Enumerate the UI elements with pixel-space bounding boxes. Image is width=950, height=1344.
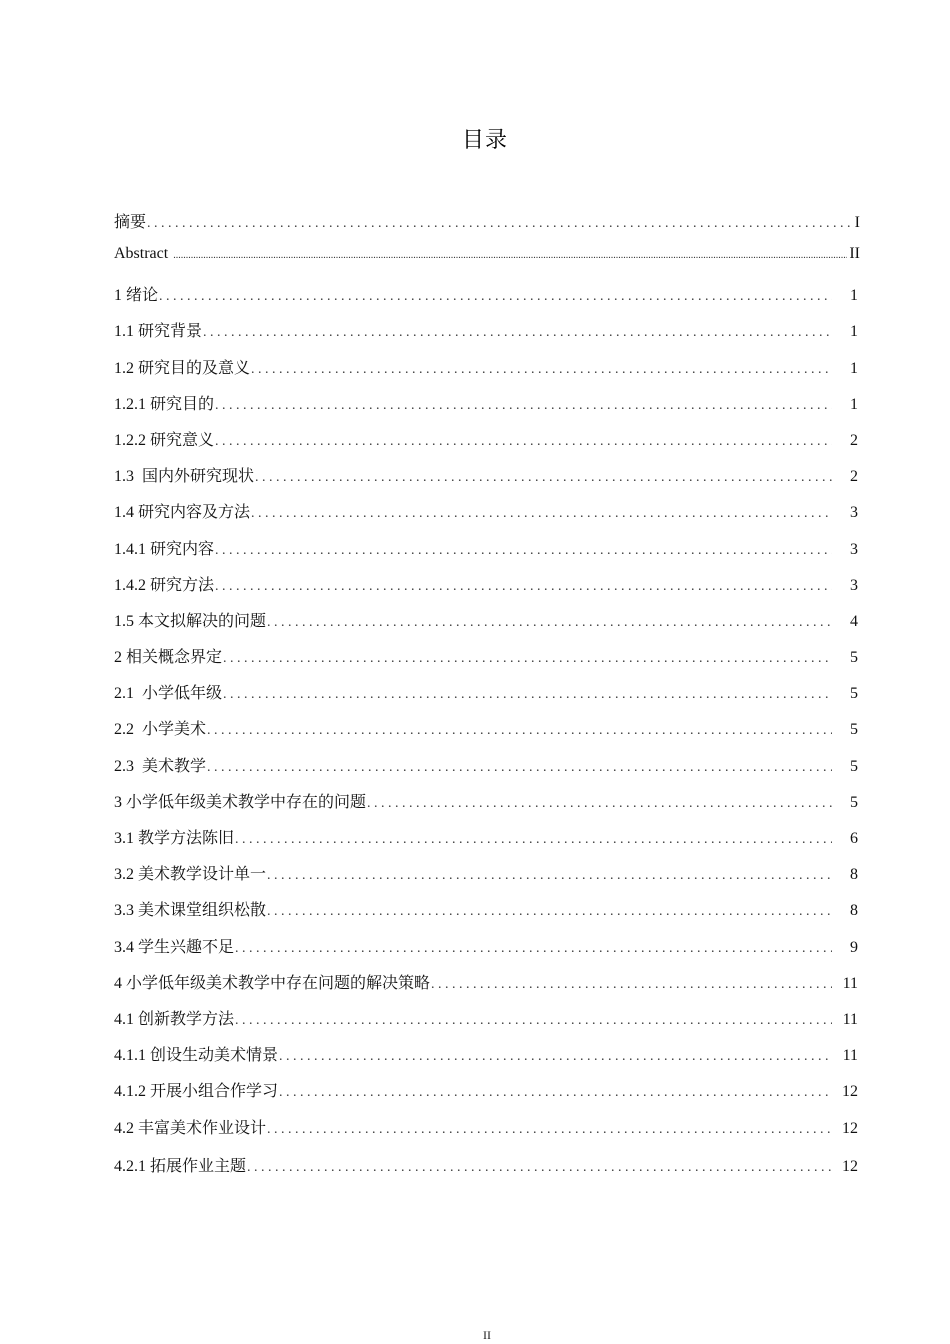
toc-entry-page: 8 — [850, 866, 858, 884]
toc-dot-leader — [247, 1160, 832, 1176]
toc-entry-page: 5 — [850, 685, 858, 703]
toc-entry[interactable] — [114, 427, 860, 463]
toc-entry-page: 3 — [850, 504, 858, 522]
toc-entry[interactable] — [114, 282, 860, 318]
toc-dot-leader — [215, 579, 832, 595]
toc-dot-leader — [203, 325, 832, 341]
toc-dot-leader — [207, 760, 832, 776]
toc-entry[interactable] — [114, 970, 860, 1006]
toc-entry[interactable] — [114, 861, 860, 897]
toc-entry-label: 3.1 教学方法陈旧 — [114, 830, 235, 847]
toc-entry-label: 1.5 本文拟解决的问题 — [114, 612, 267, 630]
toc-entry-label: 2.1 小学低年级 — [114, 685, 223, 703]
toc-dot-leader — [159, 289, 832, 305]
toc-entry-page: I — [854, 214, 860, 231]
toc-entry-label: 1.4.1 研究内容 — [114, 540, 215, 558]
toc-dot-leader — [235, 832, 832, 848]
toc-entry-label: 4.1 创新教学方法 — [114, 1010, 235, 1028]
toc-dot-leader — [251, 506, 832, 522]
toc-entry[interactable] — [114, 1042, 860, 1078]
toc-entry[interactable] — [114, 789, 860, 825]
toc-dot-leader — [215, 398, 832, 414]
toc-entry[interactable] — [114, 245, 860, 282]
toc-entry[interactable] — [114, 355, 860, 391]
toc-entry[interactable] — [114, 644, 860, 680]
toc-entry-label: 1.2 研究目的及意义 — [114, 359, 251, 377]
toc-entry-page: 3 — [850, 576, 858, 594]
toc-entry-page: 12 — [842, 1119, 858, 1137]
toc-entry-page: 1 — [850, 287, 858, 305]
toc-entry[interactable] — [114, 572, 860, 608]
toc-entry-label: 4.1.1 创设生动美术情景 — [114, 1047, 279, 1065]
toc-entry-label: 1 绪论 — [114, 287, 159, 305]
toc-entry-page: 12 — [842, 1157, 858, 1175]
toc-dot-leader — [431, 977, 832, 993]
toc-entry-label: 4.2.1 拓展作业主题 — [114, 1157, 247, 1175]
toc-dot-leader — [207, 723, 832, 739]
toc-dot-leader — [279, 1085, 832, 1101]
toc-entry-page: 1 — [850, 323, 858, 341]
toc-dot-leader — [235, 941, 832, 957]
toc-entry[interactable] — [114, 897, 860, 933]
toc-entry-page: 11 — [842, 974, 858, 992]
toc-dot-leader — [267, 1122, 832, 1138]
toc-dot-leader — [147, 216, 851, 232]
toc-entry[interactable] — [114, 753, 860, 789]
toc-entry-label: 3.2 美术教学设计单一 — [114, 866, 267, 884]
toc-entry[interactable] — [114, 1115, 860, 1151]
toc-entry[interactable] — [114, 318, 860, 354]
toc-entry-page: 1 — [850, 359, 858, 377]
toc-entry-label: 3 小学低年级美术教学中存在的问题 — [114, 793, 367, 811]
toc-entry-label: 3.4 学生兴趣不足 — [114, 938, 235, 956]
toc-dot-leader — [267, 904, 832, 920]
toc-entry-label: 1.3 国内外研究现状 — [114, 468, 255, 486]
toc-dot-leader — [251, 362, 832, 378]
toc-entry[interactable] — [114, 1153, 860, 1189]
toc-entry-label: 1.4 研究内容及方法 — [114, 504, 251, 522]
toc-entry-label: 2 相关概念界定 — [114, 649, 223, 667]
toc-entry[interactable] — [114, 680, 860, 716]
toc-entry-page: 12 — [842, 1083, 858, 1101]
toc-entry[interactable] — [114, 536, 860, 572]
toc-dot-leader — [267, 868, 832, 884]
toc-entry-page: 2 — [850, 468, 858, 486]
toc-dot-leader — [255, 470, 832, 486]
page-title: 目录 — [461, 128, 508, 153]
toc-entry-page: 1 — [850, 395, 858, 413]
toc-entry-page: 11 — [842, 1047, 858, 1065]
toc-entry-label: Abstract — [114, 245, 169, 263]
toc-entry-label: 1.2.2 研究意义 — [114, 431, 215, 449]
toc-entry[interactable] — [114, 825, 860, 861]
toc-entry[interactable] — [114, 499, 860, 535]
toc-entry-label: 3.3 美术课堂组织松散 — [114, 902, 267, 920]
toc-dot-leader — [215, 434, 832, 450]
toc-entry-page: 4 — [850, 612, 858, 630]
toc-entry-label: 2.2 小学美术 — [114, 721, 207, 739]
toc-entry[interactable] — [114, 608, 860, 644]
toc-entry-page: 6 — [850, 830, 858, 847]
toc-dot-leader — [267, 615, 832, 631]
toc-entry-label: 摘要 — [114, 214, 147, 231]
toc-entry-page: 5 — [850, 649, 858, 667]
toc-dot-leader — [223, 687, 832, 703]
toc-entry[interactable] — [114, 1006, 860, 1042]
toc-entry-page: 5 — [850, 721, 858, 739]
table-of-contents — [114, 209, 860, 1189]
toc-entry-label: 1.2.1 研究目的 — [114, 395, 215, 413]
toc-dot-leader — [279, 1049, 832, 1065]
toc-entry-label: 4 小学低年级美术教学中存在问题的解决策略 — [114, 974, 431, 992]
toc-entry-label: 2.3 美术教学 — [114, 757, 207, 775]
toc-entry-page: 5 — [850, 757, 858, 775]
toc-entry-page: 11 — [842, 1010, 858, 1028]
toc-entry-page: 9 — [850, 938, 858, 956]
toc-entry-label: 1.1 研究背景 — [114, 323, 203, 341]
toc-entry-page: 8 — [850, 902, 858, 920]
page-number: II — [483, 1328, 491, 1342]
toc-entry[interactable] — [114, 1078, 860, 1114]
toc-entry-page: 5 — [850, 793, 858, 811]
toc-entry-page: II — [849, 245, 860, 263]
toc-dot-leader — [235, 1013, 832, 1029]
toc-entry[interactable] — [114, 934, 860, 970]
toc-entry-page: 2 — [850, 431, 858, 449]
toc-entry-label: 4.1.2 开展小组合作学习 — [114, 1083, 279, 1101]
toc-dot-leader — [173, 247, 847, 263]
toc-entry[interactable] — [114, 716, 860, 752]
toc-entry[interactable] — [114, 391, 860, 427]
toc-dot-leader — [223, 651, 832, 667]
toc-entry[interactable] — [114, 463, 860, 499]
toc-entry-page: 3 — [850, 540, 858, 558]
toc-entry[interactable] — [114, 209, 860, 245]
toc-entry-label: 1.4.2 研究方法 — [114, 576, 215, 594]
toc-dot-leader — [215, 543, 832, 559]
toc-dot-leader — [367, 796, 832, 812]
toc-entry-label: 4.2 丰富美术作业设计 — [114, 1119, 267, 1137]
